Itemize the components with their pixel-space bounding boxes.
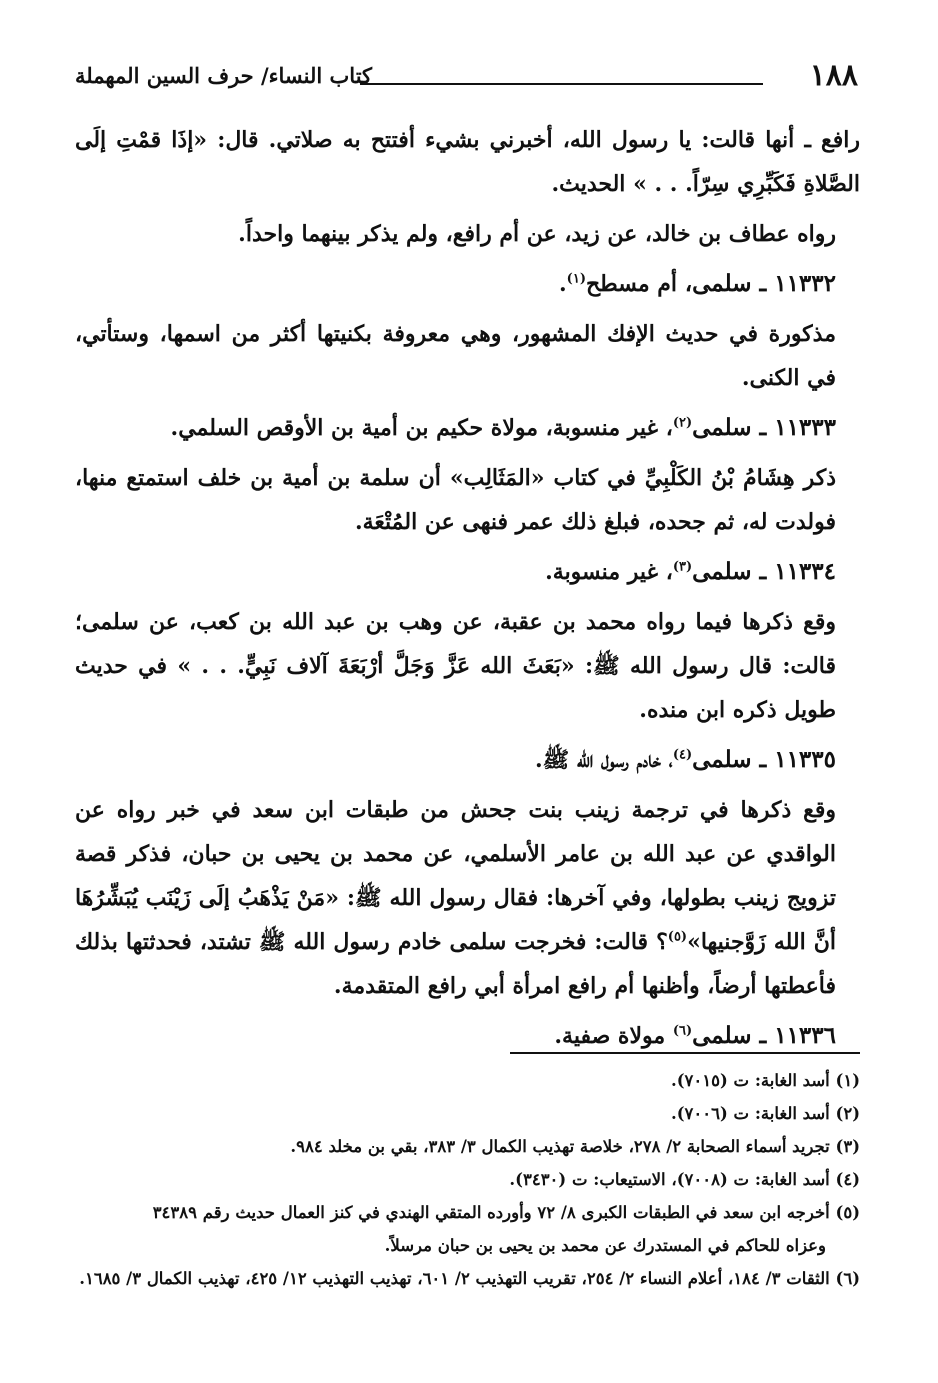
entry-text: ، غير منسوبة، مولاة حكيم بن أمية بن الأوقص السلمي.: [170, 415, 673, 441]
page-number: ١٨٨: [809, 58, 858, 93]
entry-11335: [75, 738, 860, 782]
paragraph: وقع ذكرها فيما رواه محمد بن عقبة، عن وهب بن عبد الله بن كعب، عن سلمى؛ قالت: قال رسول الله ﷺ: «بَعَثَ الله عَزَّ وَجَلَّ أرْبَعَةَ آلاف نَبِيٍّ. . . » في حديث طويل ذكره ابن منده.: [75, 609, 836, 723]
paragraph: ذكر هِشَامُ بْنُ الكَلْبِيِّ في كتاب «المَثَالِب» أن سلمة بن أمية بن خلف استمتع منها، فولدت له، ثم جحده، فبلغ ذلك عمر فنهى عن المُتْعَة.: [75, 465, 836, 535]
footnote-rule: [510, 1052, 860, 1054]
footnote-5-continuation: وعزاه للحاكم في المستدرك عن محمد بن يحيى بن حبان مرسلاً.: [384, 1236, 826, 1255]
footnote-ref[interactable]: (٣): [672, 559, 693, 575]
entry-11333: [75, 406, 860, 450]
footnotes: [75, 1064, 860, 1295]
entry-11332: [75, 262, 860, 306]
footnote-3: (٣) تجريد أسماء الصحابة ٢/ ٢٧٨، خلاصة تهذيب الكمال ٣/ ٣٨٣، بقي بن مخلد ٩٨٤.: [290, 1137, 860, 1156]
header-rule: [360, 83, 763, 85]
entry-text: أم مسطح: [585, 271, 685, 297]
entry-11334: [75, 550, 860, 594]
entry-heading: ١١٣٣٤ ـ سلمى: [692, 558, 836, 585]
entry-end: .: [559, 271, 567, 297]
entry-text: ، خادم رسول الله ﷺ.: [534, 747, 673, 773]
paragraph-text: وقع ذكرها في ترجمة زينب بنت جحش من طبقات ابن سعد في خبر رواه عن الواقدي عن عبد الله بن عامر الأسلمي، عن محمد بن يحيى بن حبان، فذكر قصة تزويج زينب بطولها، وفي آخرها: فقال رسول الله ﷺ: «مَنْ يَذْهَبُ إلَى زَيْنَب يُبَشِّرُهَا أنَّ الله زَوَّجنيها»: [75, 797, 836, 955]
entry-heading: ١١٣٣٦ ـ سلمى: [692, 1022, 836, 1049]
paragraph: [75, 788, 860, 1008]
footnote-6: (٦) الثقات ٣/ ١٨٤، أعلام النساء ٢/ ٢٥٤، تقريب التهذيب ٢/ ٦٠١، تهذيب التهذيب ١٢/ ٤٢٥، تهذيب الكمال ٣/ ١٦٨٥.: [79, 1269, 860, 1288]
footnote-ref[interactable]: (٦): [672, 1023, 693, 1039]
footnote-ref[interactable]: (١): [566, 271, 586, 287]
entry-heading: ١١٣٣٢ ـ سلمى،: [684, 270, 836, 297]
footnote-4: (٤) أسد الغابة: ت (٧٠٠٨)، الاستيعاب: ت (٣٤٣٠).: [509, 1170, 860, 1189]
footnote-ref[interactable]: (٢): [672, 415, 693, 431]
footnote-5: (٥) أخرجه ابن سعد في الطبقات الكبرى ٨/ ٧٢ وأورده المتقي الهندي في كنز العمال حديث رقم ٣٤٣٨٩: [152, 1203, 860, 1222]
entry-text: ، غير منسوبة.: [545, 559, 673, 585]
running-title: كتاب النساء/ حرف السين المهملة: [75, 63, 373, 88]
paragraph: مذكورة في حديث الإفك المشهور، وهي معروفة بكنيتها أكثر من اسمها، وستأتي، في الكنى.: [75, 321, 836, 391]
page-header: [75, 56, 858, 96]
entry-heading: ١١٣٣٥ ـ سلمى: [692, 746, 836, 773]
footnote-1: (١) أسد الغابة: ت (٧٠١٥).: [670, 1071, 860, 1090]
paragraph-text: ؟ قالت: فخرجت سلمى خادم رسول الله ﷺ تشتد، فحدثتها بذلك فأعطتها أرضاً، وأظنها أم رافع امرأة أبي رافع المتقدمة.: [75, 929, 836, 999]
footnote-ref[interactable]: (٥): [667, 929, 688, 945]
footnote-ref[interactable]: (٤): [672, 747, 693, 763]
main-text: [75, 118, 860, 1064]
entry-heading: ١١٣٣٣ ـ سلمى: [692, 414, 836, 441]
paragraph: رافع ـ أنها قالت: يا رسول الله، أخبرني بشيء أفتتح به صلاتي. قال: «إذَا قمْتِ إلَى الصَّلاةِ فَكَبِّرِي سِرّاً. . . » الحديث.: [75, 127, 860, 197]
entry-text: مولاة صفية.: [554, 1023, 673, 1049]
footnote-2: (٢) أسد الغابة: ت (٧٠٠٦).: [670, 1104, 860, 1123]
paragraph: رواه عطاف بن خالد، عن زيد، عن أم رافع، ولم يذكر بينهما واحداً.: [238, 221, 836, 247]
